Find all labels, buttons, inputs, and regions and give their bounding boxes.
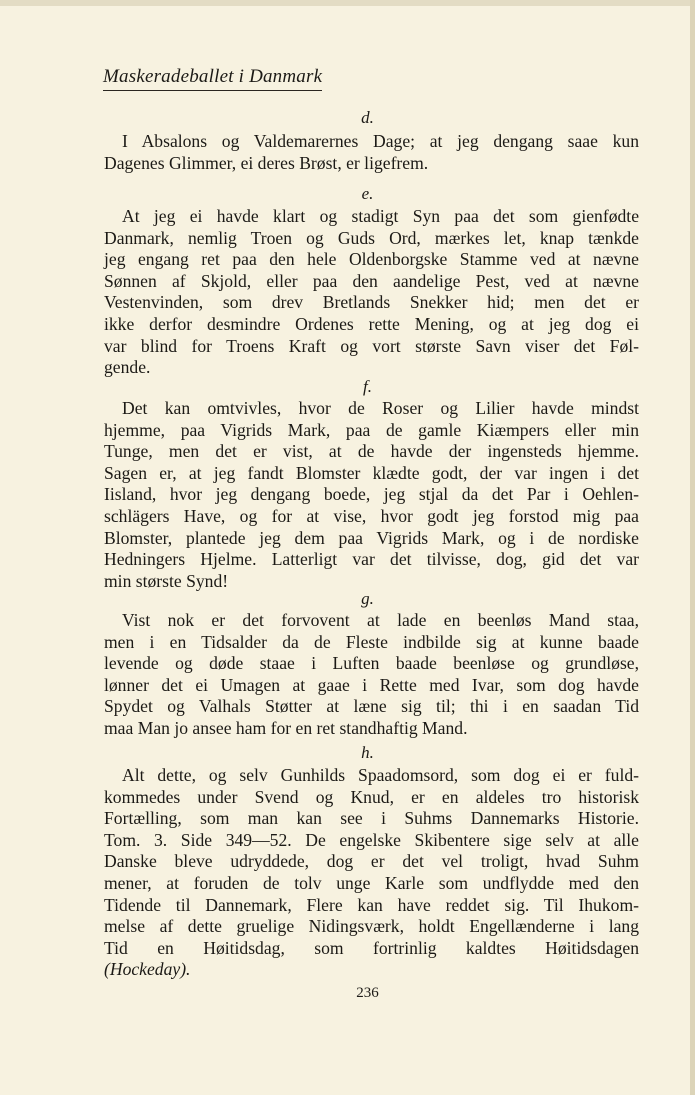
section-letter-g: g.: [361, 589, 374, 608]
text-line: Vestenvinden, som drev Bretlands Snekker hid; men det er: [104, 292, 639, 313]
text-line: (Hockeday).: [104, 959, 191, 980]
text-line: Iisland, hvor jeg dengang boede, jeg stjal da det Par i Oehlen-: [104, 484, 639, 505]
text-line: Dagenes Glimmer, ei deres Brøst, er ligefrem.: [104, 152, 429, 173]
paragraph-f: [104, 398, 639, 592]
text-line: Tid en Høitidsdag, som fortrinlig kaldtes Høitidsdagen: [104, 937, 639, 958]
text-line: men i en Tidsalder da de Fleste indbilde sig at kunne baade: [104, 631, 639, 652]
paragraph-d: [104, 131, 639, 174]
text-line: min største Synd!: [104, 570, 229, 591]
paragraph-g: [104, 610, 639, 740]
text-line: Tidende til Dannemark, Flere kan have reddet sig. Til Ihukom-: [104, 894, 639, 915]
page-number: 236: [356, 985, 379, 1001]
text-line: schlägers Have, og for at vise, hvor godt jeg forstod mig paa: [104, 505, 639, 526]
section-letter-e: e.: [361, 184, 374, 203]
section-letter-f: f.: [363, 377, 372, 396]
text-line: Sagen er, at jeg fandt Blomster klædte godt, der var ingen i det: [104, 462, 639, 483]
paragraph-h: [104, 765, 639, 981]
text-line: Blomster, plantede jeg dem paa Vigrids Mark, og i de nordiske: [104, 527, 639, 548]
page-edge: [690, 0, 695, 1095]
section-letter-d: d.: [361, 108, 374, 127]
text-line: Danmark, nemlig Troen og Guds Ord, mærkes let, knap tænkde: [104, 227, 639, 248]
text-line: ikke derfor desmindre Ordenes rette Mening, og at jeg dog ei: [104, 313, 639, 334]
paragraph-e: [104, 206, 639, 379]
text-line: Vist nok er det forvovent at lade en beenløs Mand staa,: [122, 610, 639, 630]
text-line: melse af dette gruelige Nidingsværk, holdt Engellænderne i lang: [104, 916, 639, 937]
text-line: gende.: [104, 357, 151, 378]
text-line: lønner det ei Umagen at gaae i Rette med Ivar, som dog havde: [104, 674, 639, 695]
text-line: Sønnen af Skjold, eller paa den aandelige Pest, ved at nævne: [104, 270, 639, 291]
text-line: kommedes under Svend og Knud, er en aldeles tro historisk: [104, 786, 639, 807]
text-line: Fortælling, som man kan see i Suhms Dannemarks Historie.: [104, 808, 639, 829]
text-line: Hedningers Hjelme. Latterligt var det tilvisse, dog, gid det var: [104, 549, 639, 570]
text-line: hjemme, paa Vigrids Mark, paa de gamle Kiæmpers eller min: [104, 419, 639, 440]
text-line: jeg engang ret paa den hele Oldenborgske Stamme ved at nævne: [104, 249, 639, 270]
text-line: At jeg ei havde klart og stadigt Syn paa det som gienfødte: [122, 206, 639, 226]
page-edge: [0, 0, 695, 6]
running-header: Maskeradeballet i Danmark: [103, 66, 322, 91]
text-line: Danske bleve udryddede, dog er det vel troligt, hvad Suhm: [104, 851, 639, 872]
text-line: maa Man jo ansee ham for en ret standhaftig Mand.: [104, 717, 468, 738]
section-letter-h: h.: [361, 743, 374, 762]
text-line: Spydet og Valhals Støtter at læne sig til; thi i en saadan Tid: [104, 696, 639, 717]
text-line: Alt dette, og selv Gunhilds Spaadomsord, som dog ei er fuld-: [122, 765, 639, 785]
text-line: levende og døde staae i Luften baade beenløse og grundløse,: [104, 653, 639, 674]
text-line: mener, at foruden de tolv unge Karle som undflydde med den: [104, 872, 639, 893]
text-line: Tunge, men det er vist, at de havde der ingensteds hjemme.: [104, 441, 639, 462]
text-line: Tom. 3. Side 349—52. De engelske Skibentere sige selv at alle: [104, 829, 639, 850]
text-line: I Absalons og Valdemarernes Dage; at jeg dengang saae kun: [122, 131, 639, 151]
text-line: var blind for Troens Kraft og vort største Savn viser det Føl-: [104, 335, 639, 356]
text-line: Det kan omtvivles, hvor de Roser og Lilier havde mindst: [122, 398, 639, 418]
